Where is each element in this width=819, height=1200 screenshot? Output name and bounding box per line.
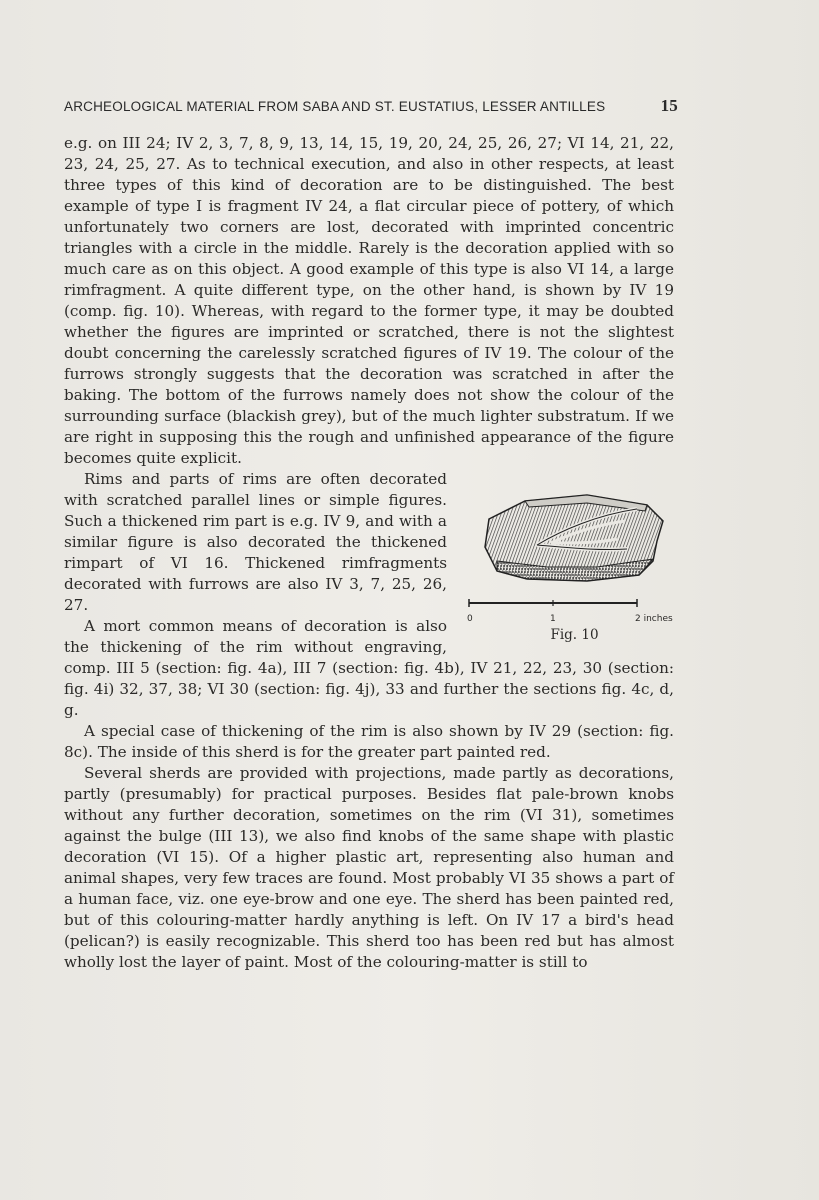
- paragraph-1: e.g. on III 24; IV 2, 3, 7, 8, 9, 13, 14, 15, 19, 20, 24, 25, 26, 27; VI 14, 21, 22, 23, 24, 25, 27. As to technical execution, and also in other respects, at least three types of this kind of decoration are to be distinguished. The best example of type I is fragment IV 24, a flat circular piece of pottery, of which unfortunately two corners are lost, decorated with imprinted concentric triangles with a circle in the middle. Rarely is the decoration applied with so much care as on this object. A good example of this type is also VI 14, a large rimfragment. A quite different type, on the other hand, is shown by IV 19 (comp. fig. 10). Whereas, with regard to the former type, it may be doubted whether the figures are imprinted or scratched, there is not the slightest doubt concerning the carelessly scratched figures of IV 19. The colour of the furrows strongly suggests that the decoration was scratched in after the baking. The bottom of the furrows namely does not show the colour of the surrounding surface (blackish grey), but of the much lighter substratum. If we are right in supposing this the rough and unfinished appearance of the figure becomes quite explicit.: [64, 134, 674, 467]
- figure-caption: Fig. 10: [550, 627, 599, 643]
- running-title: ARCHEOLOGICAL MATERIAL FROM SABA AND ST. EUSTATIUS, LESSER ANTILLES: [64, 99, 606, 114]
- scale-label-2: 2 inches: [635, 614, 673, 624]
- figure-10: [467, 475, 682, 643]
- paragraph-2: Rims and parts of rims are often decorated with scratched parallel lines or simple figures. Such a thickened rim part is e.g. IV 9, and with a similar figure is also decorated the thickened rimpart of VI 16. Thickened rimfragments decorated with furrows are also IV 3, 7, 25, 26, 27.: [64, 470, 447, 614]
- scale-label-0: 0: [467, 614, 473, 624]
- page-number: 15: [660, 96, 678, 115]
- paragraph-4: A special case of thickening of the rim is also shown by IV 29 (section: fig. 8c). The inside of this sherd is for the greater part painted red.: [64, 722, 674, 761]
- running-header: [64, 96, 678, 116]
- scale-label-1: 1: [550, 614, 556, 624]
- paragraph-5: Several sherds are provided with projections, made partly as decorations, partly (presumably) for practical purposes. Besides flat pale-brown knobs without any further decoration, sometimes on the rim (VI 31), sometimes against the bulge (III 13), we also find knobs of the same shape with plastic decoration (VI 15). Of a higher plastic art, representing also human and animal shapes, very few traces are found. Most probably VI 35 shows a part of a human face, viz. one eye-brow and one eye. The sherd has been painted red, but of this colouring-matter hardly anything is left. On IV 17 a bird's head (pelican?) is easily recognizable. This sherd too has been red but has almost wholly lost the layer of paint. Most of the colouring-matter is still to: [64, 764, 674, 971]
- body-text: [64, 133, 674, 973]
- paragraph-3: A mort common means of decoration is also the thickening of the rim without engraving, comp. III 5 (section: fig. 4a), III 7 (section: fig. 4b), IV 21, 22, 23, 30 (section: fig. 4i) 32, 37, 38; VI 30 (section: fig. 4j), 33 and further the sections fig. 4c, d, g.: [64, 617, 674, 719]
- sherd-illustration: [467, 475, 682, 625]
